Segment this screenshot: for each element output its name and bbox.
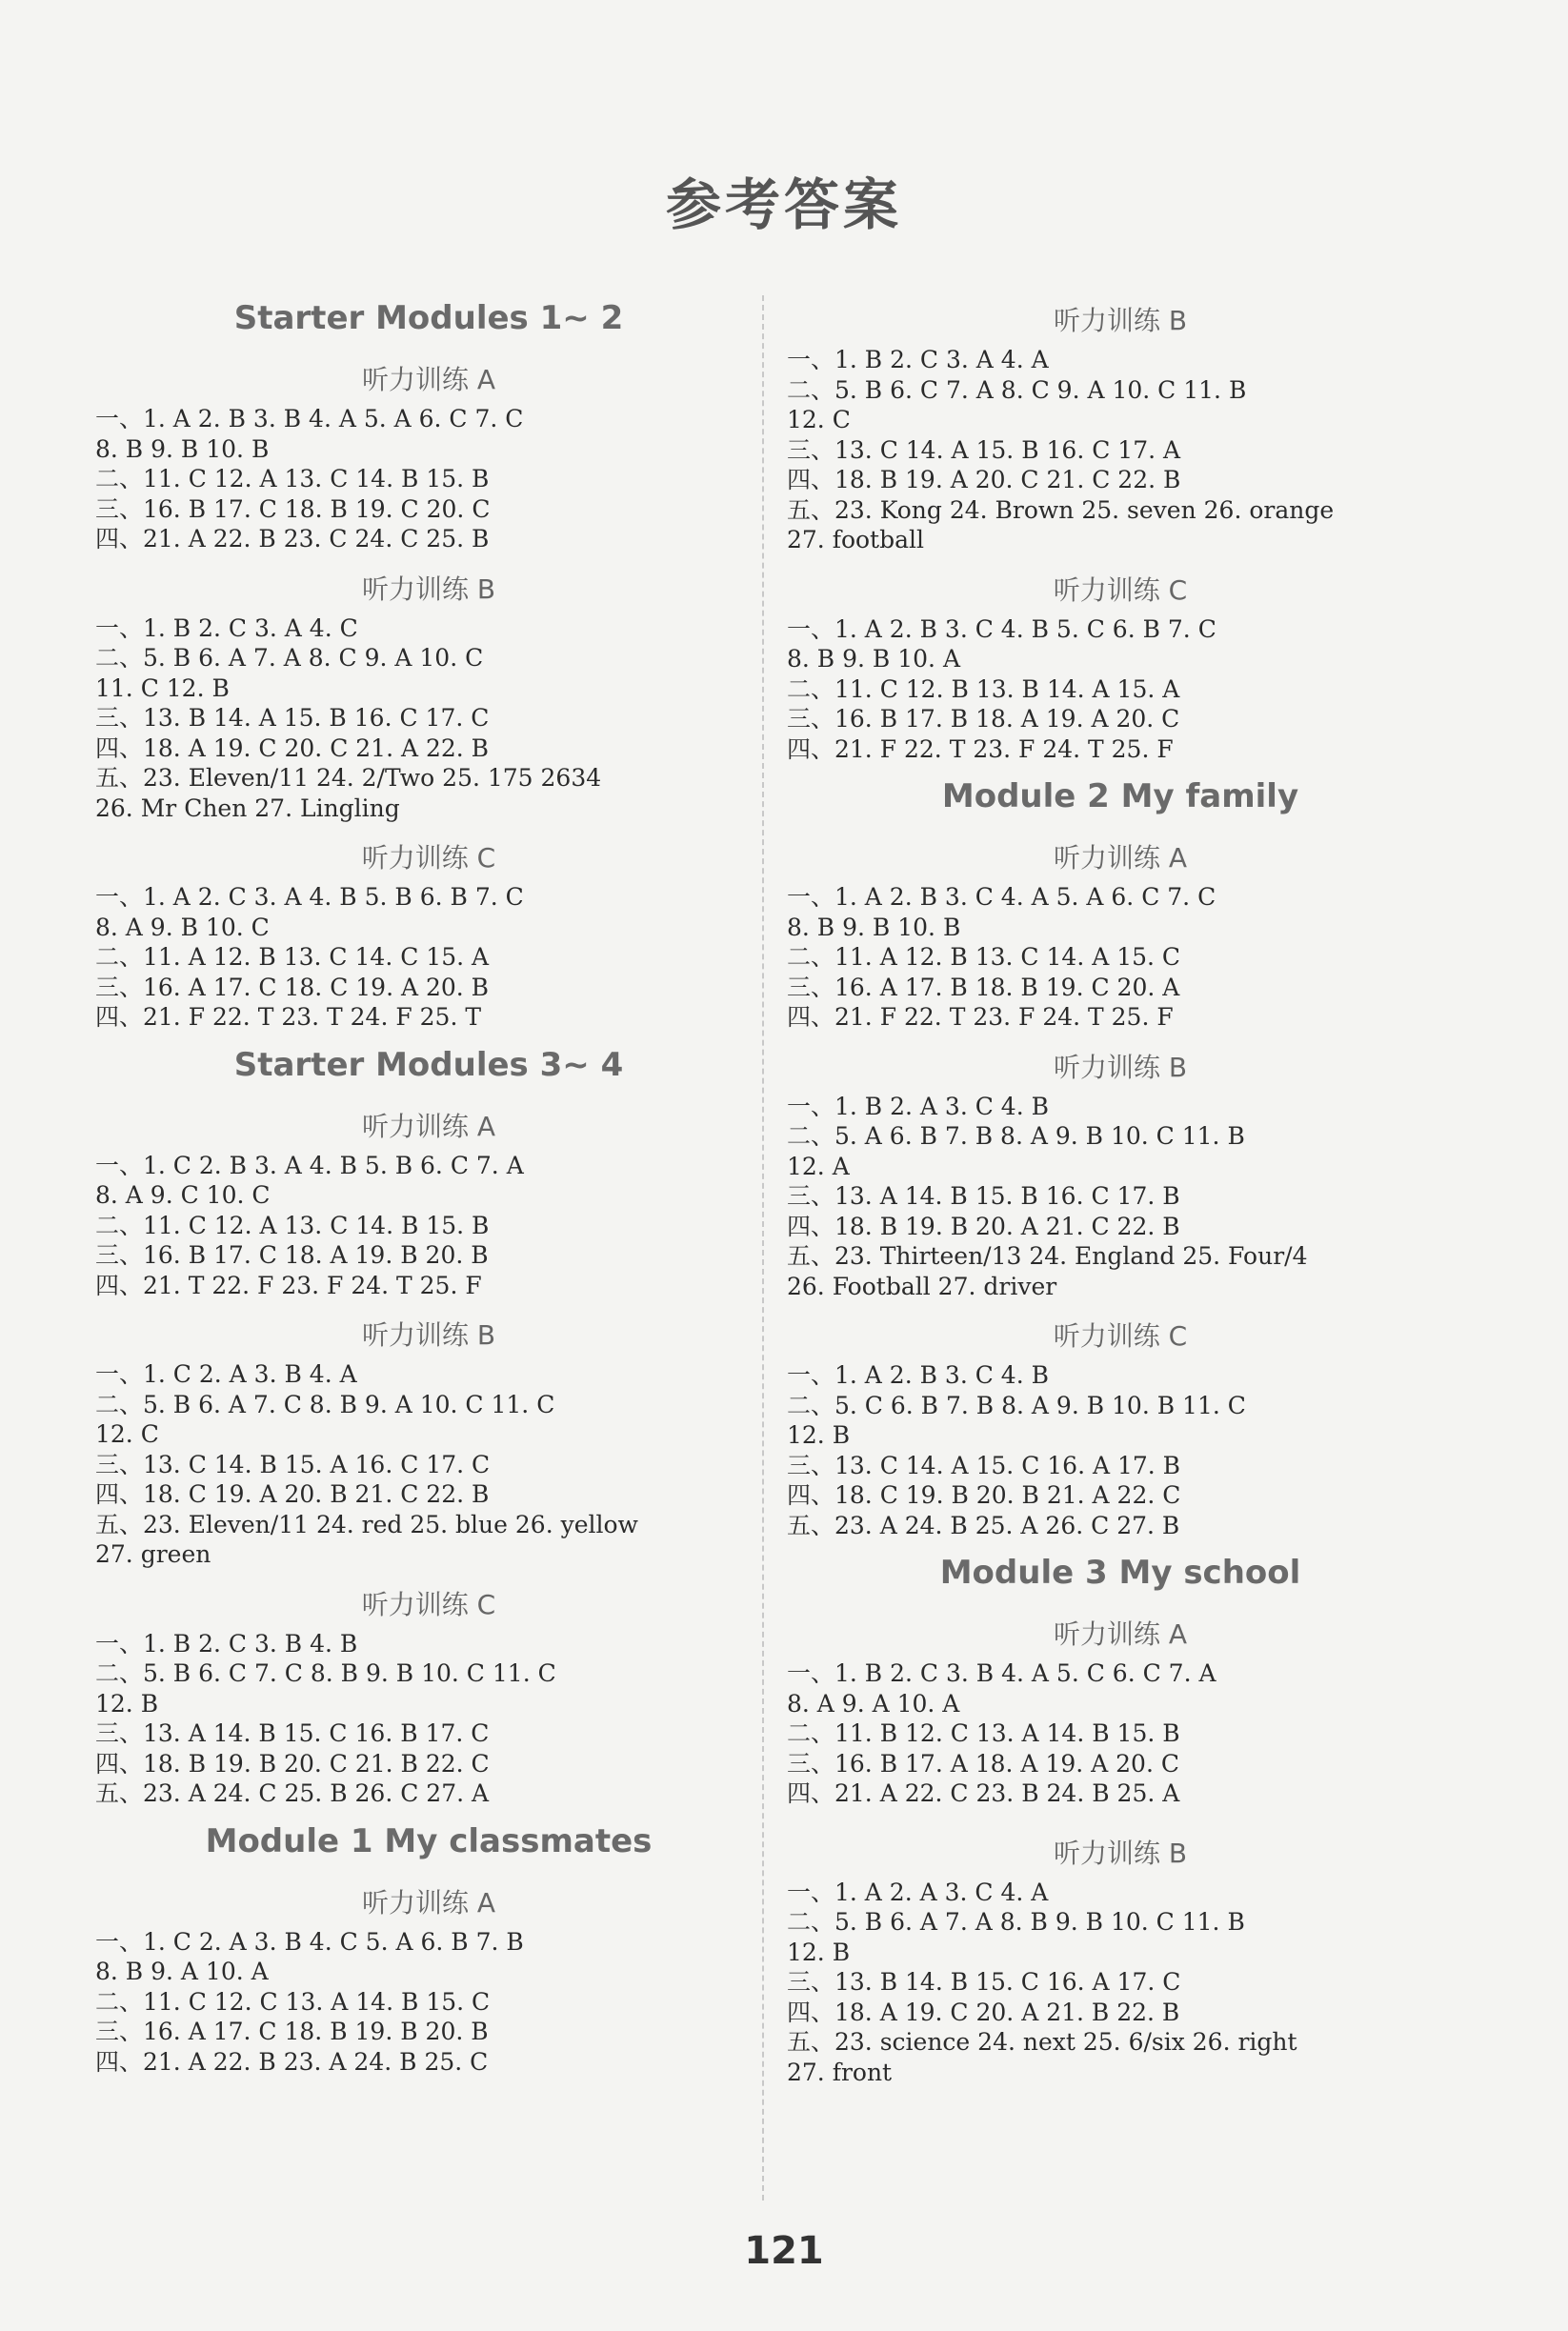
answer-line: 二、11. A 12. B 13. C 14. A 15. C xyxy=(787,943,1181,971)
answer-line: 四、21. T 22. F 23. F 24. T 25. F xyxy=(95,1271,482,1299)
answer-line: 四、18. B 19. B 20. A 21. C 22. B xyxy=(787,1212,1180,1240)
section-title: 听力训练 B xyxy=(1053,305,1188,336)
answer-line: 三、13. C 14. A 15. B 16. C 17. A xyxy=(787,435,1181,464)
answer-line: 三、13. A 14. B 15. C 16. B 17. C xyxy=(95,1719,490,1747)
answer-line: 27. green xyxy=(95,1540,211,1568)
answer-line: 12. B xyxy=(787,1938,851,1966)
module-title: Module 2 My family xyxy=(941,777,1299,815)
answer-line: 三、16. A 17. C 18. B 19. B 20. B xyxy=(95,2018,489,2045)
answer-line: 四、18. A 19. C 20. A 21. B 22. B xyxy=(787,1998,1180,2026)
section-title: 听力训练 B xyxy=(1053,1051,1188,1083)
answer-line: 11. C 12. B xyxy=(95,673,230,702)
answer-line: 8. B 9. B 10. B xyxy=(787,913,961,941)
answer-line: 三、16. B 17. B 18. A 19. A 20. C xyxy=(787,705,1180,733)
answer-line: 26. Mr Chen 27. Lingling xyxy=(95,794,400,822)
answer-line: 二、11. C 12. A 13. C 14. B 15. B xyxy=(95,465,490,492)
answer-line: 12. A xyxy=(787,1152,850,1180)
answer-line: 二、5. B 6. C 7. C 8. B 9. B 10. C 11. C xyxy=(95,1659,556,1687)
answer-line: 四、21. F 22. T 23. F 24. T 25. F xyxy=(787,734,1174,763)
answer-line: 8. A 9. A 10. A xyxy=(787,1689,960,1718)
right-column xyxy=(787,286,1454,2087)
answer-line: 二、5. B 6. A 7. A 8. C 9. A 10. C xyxy=(95,644,484,672)
answer-line: 一、1. A 2. B 3. C 4. A 5. A 6. C 7. C xyxy=(787,883,1216,911)
answer-line: 二、11. B 12. C 13. A 14. B 15. B xyxy=(787,1719,1180,1747)
answer-line: 三、13. C 14. B 15. A 16. C 17. C xyxy=(95,1450,491,1478)
answer-line: 四、21. A 22. B 23. A 24. B 25. C xyxy=(95,2047,489,2076)
section-title: 听力训练 B xyxy=(1053,1837,1188,1869)
section-title: 听力训练 C xyxy=(361,842,496,874)
answer-line: 8. A 9. B 10. C xyxy=(95,913,270,941)
answer-line: 三、13. C 14. A 15. C 16. A 17. B xyxy=(787,1451,1181,1479)
answer-line: 三、16. B 17. C 18. A 19. B 20. B xyxy=(95,1241,489,1269)
section-title: 听力训练 A xyxy=(1053,842,1188,874)
section-title: 听力训练 B xyxy=(361,573,496,605)
answer-line: 一、1. B 2. C 3. A 4. A xyxy=(787,346,1049,373)
answer-line: 二、11. C 12. A 13. C 14. B 15. B xyxy=(95,1211,490,1239)
answer-line: 一、1. B 2. C 3. B 4. A 5. C 6. C 7. A xyxy=(787,1659,1216,1687)
answer-line: 三、16. A 17. C 18. C 19. A 20. B xyxy=(95,973,490,1001)
answer-line: 一、1. B 2. C 3. A 4. C xyxy=(95,613,358,642)
section-title: 听力训练 A xyxy=(361,1110,496,1142)
module-title: Starter Modules 1~ 2 xyxy=(233,299,624,337)
page-number: 121 xyxy=(744,2229,824,2273)
answer-line: 三、13. A 14. B 15. B 16. C 17. B xyxy=(787,1182,1180,1210)
answer-line: 8. B 9. A 10. A xyxy=(95,1958,269,1985)
answer-line: 一、1. A 2. B 3. C 4. B xyxy=(787,1361,1049,1389)
answer-line: 二、5. B 6. A 7. C 8. B 9. A 10. C 11. C xyxy=(95,1390,555,1418)
answer-line: 五、23. A 24. B 25. A 26. C 27. B xyxy=(787,1511,1180,1539)
section-title: 听力训练 A xyxy=(1053,1618,1188,1650)
answer-line: 三、13. B 14. B 15. C 16. A 17. C xyxy=(787,1968,1181,1996)
answer-line: 五、23. Kong 24. Brown 25. seven 26. orange xyxy=(787,495,1335,524)
answer-line: 一、1. C 2. A 3. B 4. A xyxy=(95,1360,357,1388)
answer-line: 三、16. B 17. C 18. B 19. C 20. C xyxy=(95,494,491,523)
answer-line: 二、5. C 6. B 7. B 8. A 9. B 10. B 11. C xyxy=(787,1391,1246,1419)
answer-line: 三、16. B 17. A 18. A 19. A 20. C xyxy=(787,1749,1179,1778)
section-title: 听力训练 A xyxy=(361,364,496,395)
answer-line: 一、1. A 2. B 3. C 4. B 5. C 6. B 7. C xyxy=(787,614,1216,643)
answer-line: 二、5. B 6. A 7. A 8. B 9. B 10. C 11. B xyxy=(787,1908,1245,1936)
answer-line: 一、1. A 2. A 3. C 4. A xyxy=(787,1878,1049,1906)
spacer xyxy=(787,1809,1454,1819)
module-title: Module 1 My classmates xyxy=(205,1821,653,1860)
answer-line: 12. B xyxy=(95,1689,159,1718)
answer-line: 二、11. C 12. C 13. A 14. B 15. C xyxy=(95,1987,491,2016)
answer-line: 四、21. F 22. T 23. T 24. F 25. T xyxy=(95,1003,482,1031)
answer-line: 四、18. B 19. A 20. C 21. C 22. B xyxy=(787,466,1181,493)
answer-line: 三、16. A 17. B 18. B 19. C 20. A xyxy=(787,973,1180,1001)
answer-line: 二、11. A 12. B 13. C 14. C 15. A xyxy=(95,943,490,971)
answer-line: 12. C xyxy=(787,406,851,433)
left-column xyxy=(95,286,762,2077)
answer-line: 27. football xyxy=(787,526,925,553)
answer-line: 12. C xyxy=(95,1420,159,1448)
answer-line: 一、1. C 2. B 3. A 4. B 5. B 6. C 7. A xyxy=(95,1151,524,1179)
answer-line: 五、23. Thirteen/13 24. England 25. Four/4 xyxy=(787,1242,1308,1270)
section-title: 听力训练 A xyxy=(361,1886,496,1919)
answer-line: 12. B xyxy=(787,1421,851,1449)
module-title: Starter Modules 3~ 4 xyxy=(233,1045,624,1084)
answer-line: 26. Football 27. driver xyxy=(787,1272,1057,1300)
answer-line: 8. B 9. B 10. B xyxy=(95,434,270,463)
answer-line: 8. A 9. C 10. C xyxy=(95,1181,271,1209)
section-title: 听力训练 B xyxy=(361,1319,496,1351)
answer-line: 四、18. A 19. C 20. C 21. A 22. B xyxy=(95,733,490,762)
answer-line: 三、13. B 14. A 15. B 16. C 17. C xyxy=(95,704,490,732)
page-title: 参考答案 xyxy=(665,172,902,237)
answer-line: 27. front xyxy=(787,2058,893,2086)
module-title: Module 3 My school xyxy=(939,1554,1301,1592)
answer-line: 一、1. B 2. C 3. B 4. B xyxy=(95,1629,358,1658)
answer-line: 一、1. C 2. A 3. B 4. C 5. A 6. B 7. B xyxy=(95,1927,524,1956)
answer-line: 五、23. Eleven/11 24. red 25. blue 26. yellow xyxy=(95,1510,638,1538)
answer-line: 四、21. F 22. T 23. F 24. T 25. F xyxy=(787,1003,1174,1031)
answer-line: 8. B 9. B 10. A xyxy=(787,645,960,673)
answer-line: 一、1. B 2. A 3. C 4. B xyxy=(787,1092,1049,1120)
answer-line: 五、23. Eleven/11 24. 2/Two 25. 175 2634 xyxy=(95,764,602,792)
section-title: 听力训练 C xyxy=(1053,573,1188,606)
answer-line: 一、1. A 2. B 3. B 4. A 5. A 6. C 7. C xyxy=(95,405,524,432)
answer-line: 四、21. A 22. C 23. B 24. B 25. A xyxy=(787,1779,1180,1807)
section-title: 听力训练 C xyxy=(361,1588,496,1620)
answer-line: 二、11. C 12. B 13. B 14. A 15. A xyxy=(787,674,1180,703)
answer-line: 四、18. B 19. B 20. C 21. B 22. C xyxy=(95,1749,490,1778)
answer-line: 四、21. A 22. B 23. C 24. C 25. B xyxy=(95,525,490,553)
answer-line: 四、18. C 19. B 20. B 21. A 22. C xyxy=(787,1481,1181,1509)
answer-line: 五、23. A 24. C 25. B 26. C 27. A xyxy=(95,1779,490,1807)
answer-line: 四、18. C 19. A 20. B 21. C 22. B xyxy=(95,1480,490,1508)
column-divider xyxy=(762,295,764,2200)
answer-line: 二、5. B 6. C 7. A 8. C 9. A 10. C 11. B xyxy=(787,375,1247,404)
section-title: 听力训练 C xyxy=(1053,1320,1188,1352)
answer-line: 二、5. A 6. B 7. B 8. A 9. B 10. C 11. B xyxy=(787,1122,1245,1150)
answer-line: 五、23. science 24. next 25. 6/six 26. right xyxy=(787,2028,1297,2056)
answer-line: 一、1. A 2. C 3. A 4. B 5. B 6. B 7. C xyxy=(95,883,524,911)
